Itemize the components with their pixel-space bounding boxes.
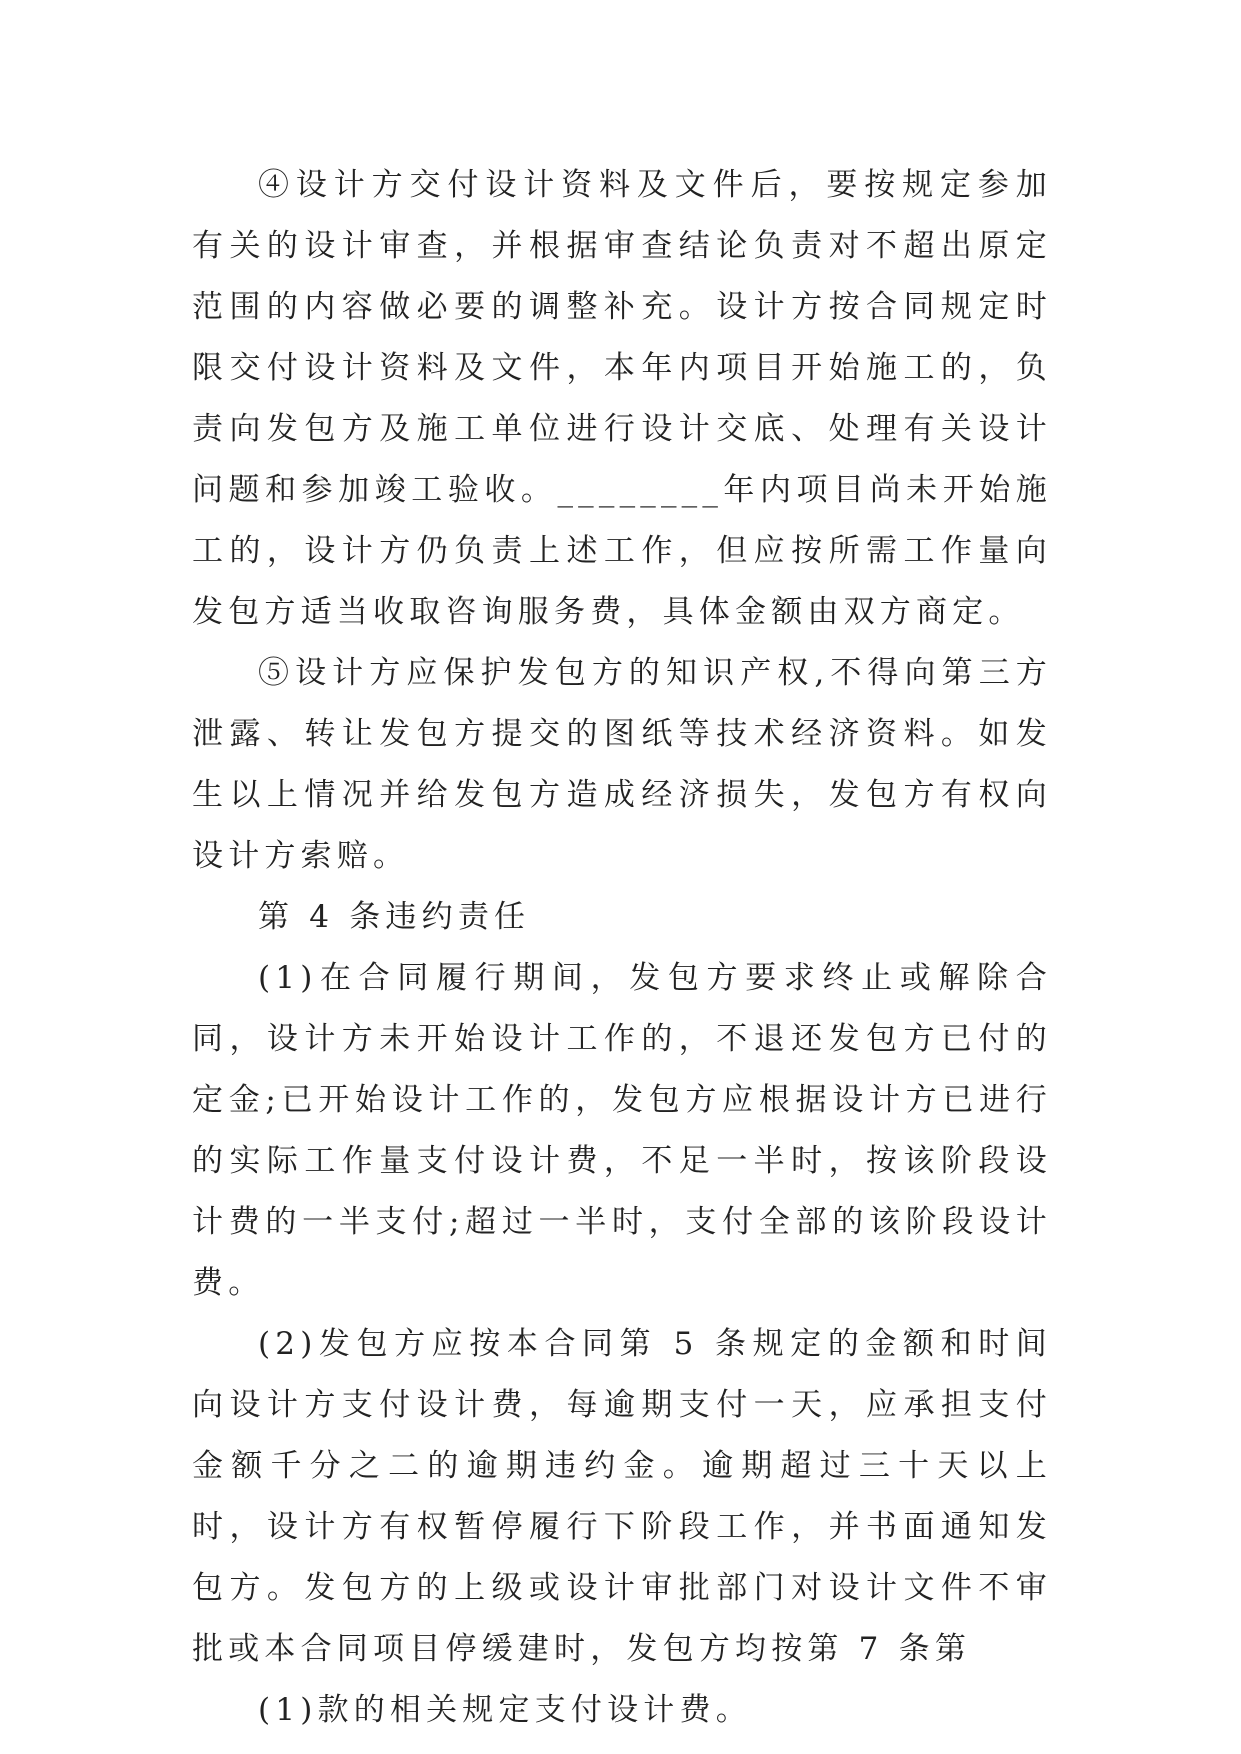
paragraph-late-payment: (2)发包方应按本合同第 5 条规定的金额和时间向设计方支付设计费，每逾期支付一天，应承担支付金额千分之二的逾期违约金。逾期超过三十天以上时，设计方有权暂停履行下阶段工作，并书面通知发包方。发包方的上级或设计审批部门对设计文件不审批或本合同项目停缓建时，发包方均按第 7 条第 bbox=[192, 1326, 1052, 1667]
paragraph-intellectual-property: ⑤设计方应保护发包方的知识产权,不得向第三方泄露、转让发包方提交的图纸等技术经济资料。如发生以上情况并给发包方造成经济损失，发包方有权向设计方索赔。 bbox=[192, 655, 1052, 874]
paragraph-payment-rule: (1)款的相关规定支付设计费。 bbox=[258, 1692, 752, 1728]
paragraph-termination: (1)在合同履行期间，发包方要求终止或解除合同，设计方未开始设计工作的，不退还发包方已付的定金;已开始设计工作的，发包方应根据设计方已进行的实际工作量支付设计费，不足一半时，按该阶段设计费的一半支付;超过一半时，支付全部的该阶段设计费。 bbox=[192, 960, 1052, 1301]
section-heading-liability: 第 4 条违约责任 bbox=[258, 899, 531, 935]
paragraph-design-review: ④设计方交付设计资料及文件后，要按规定参加有关的设计审查，并根据审查结论负责对不超出原定范围的内容做必要的调整补充。设计方按合同规定时限交付设计资料及文件，本年内项目开始施工的，负责向发包方及施工单位进行设计交底、处理有关设计问题和参加竣工验收。________年内项目尚未开始施工的，设计方仍负责上述工作，但应按所需工作量向发包方适当收取咨询服务费，具体金额由双方商定。 bbox=[192, 167, 1052, 630]
document-body bbox=[192, 155, 1052, 1741]
